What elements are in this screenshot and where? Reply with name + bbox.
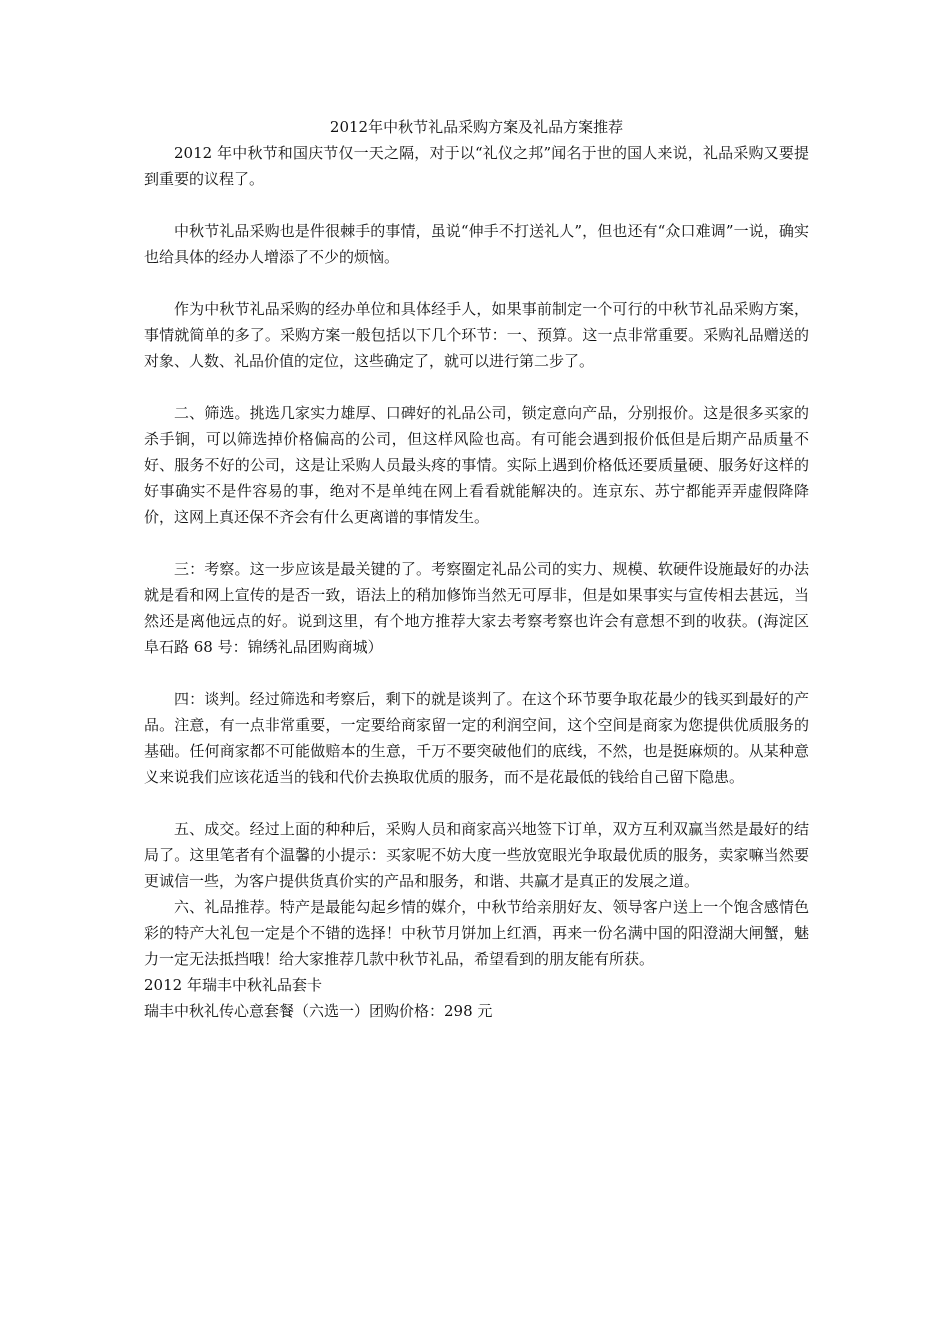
- paragraph-negotiation: 四：谈判。经过筛选和考察后，剩下的就是谈判了。在这个环节要争取花最少的钱买到最好的产品。注意，有一点非常重要，一定要给商家留一定的利润空间，这个空间是商家为您提供优质服务的基础。任何商家都不可能做赔本的生意，千万不要突破他们的底线，不然，也是挺麻烦的。从某种意义来说我们应该花适当的钱和代价去换取优质的服务，而不是花最低的钱给自己留下隐患。: [144, 690, 809, 786]
- paragraph-gap: [144, 790, 809, 816]
- paragraph-gap: [144, 660, 809, 686]
- paragraph-screening: 二、筛选。挑选几家实力雄厚、口碑好的礼品公司，锁定意向产品，分别报价。这是很多买家的杀手锏，可以筛选掉价格偏高的公司，但这样风险也高。有可能会遇到报价低但是后期产品质量不好、服务不好的公司，这是让采购人员最头疼的事情。实际上遇到价格低还要质量硬、服务好这样的好事确实不是件容易的事，绝对不是单纯在网上看看就能解决的。连京东、苏宁都能弄弄虚假降降价，这网上真还保不齐会有什么更离谱的事情发生。: [144, 404, 809, 526]
- paragraph-budget: 作为中秋节礼品采购的经办单位和具体经手人，如果事前制定一个可行的中秋节礼品采购方案，事情就简单的多了。采购方案一般包括以下几个环节：一、预算。这一点非常重要。采购礼品赠送的对象、人数、礼品价值的定位，这些确定了，就可以进行第二步了。: [144, 300, 809, 370]
- paragraph-gap: [144, 270, 809, 296]
- paragraph-gap: [144, 530, 809, 556]
- paragraph-gap: [144, 374, 809, 400]
- paragraph-gap: [144, 192, 809, 218]
- paragraph-deal: 五、成交。经过上面的种种后，采购人员和商家高兴地签下订单，双方互利双赢当然是最好的结局了。这里笔者有个温馨的小提示：买家呢不妨大度一些放宽眼光争取最优质的服务，卖家嘛当然要更诚信一些，为客户提供货真价实的产品和服务，和谐、共赢才是真正的发展之道。: [144, 820, 809, 890]
- product-heading: 2012 年瑞丰中秋礼品套卡: [144, 976, 322, 994]
- document-title: 2012年中秋节礼品采购方案及礼品方案推荐: [329, 118, 624, 136]
- paragraph-intro: 2012 年中秋节和国庆节仅一天之隔，对于以“礼仪之邦”闻名于世的国人来说，礼品采购又要提到重要的议程了。: [144, 144, 809, 188]
- paragraph-inspection: 三：考察。这一步应该是最关键的了。考察圈定礼品公司的实力、规模、软硬件设施最好的办法就是看和网上宣传的是否一致，语法上的稍加修饰当然无可厚非，但是如果事实与宣传相去甚远，当然还是离他远点的好。说到这里，有个地方推荐大家去考察考察也许会有意想不到的收获。(海淀区阜石路 68 号：锦绣礼品团购商城）: [144, 560, 809, 656]
- product-price-line: 瑞丰中秋礼传心意套餐（六选一）团购价格：298 元: [144, 1002, 493, 1020]
- paragraph-difficulty: 中秋节礼品采购也是件很棘手的事情，虽说“伸手不打送礼人”，但也还有“众口难调”一说，确实也给具体的经办人增添了不少的烦恼。: [144, 222, 809, 266]
- document-page: [144, 114, 809, 1024]
- paragraph-recommendation: 六、礼品推荐。特产是最能勾起乡情的媒介，中秋节给亲朋好友、领导客户送上一个饱含感情色彩的特产大礼包一定是个不错的选择！中秋节月饼加上红酒，再来一份名满中国的阳澄湖大闸蟹，魅力一定无法抵挡哦！给大家推荐几款中秋节礼品，希望看到的朋友能有所获。: [144, 898, 809, 968]
